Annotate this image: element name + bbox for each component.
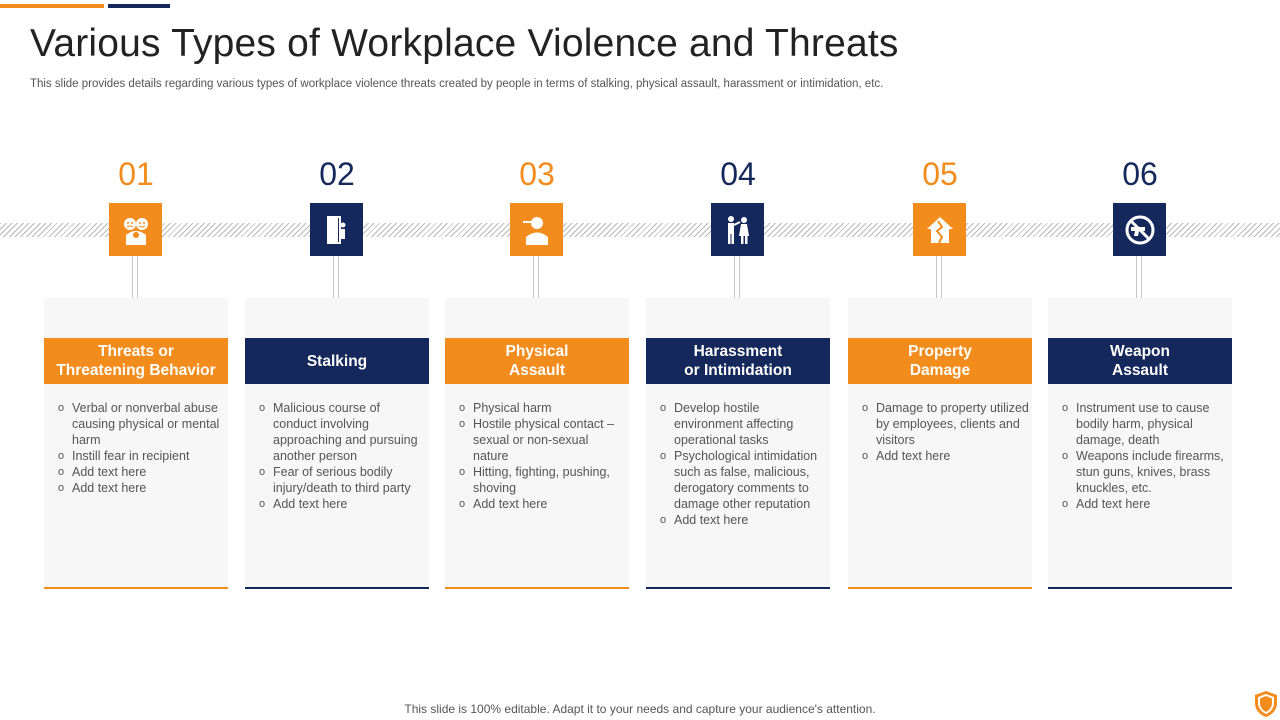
card-bottom-line: [1048, 587, 1232, 589]
step-number: 03: [519, 156, 555, 192]
step-number: 04: [720, 156, 756, 192]
list-item: o Add text here: [54, 480, 226, 496]
harassment-people-icon: [721, 213, 755, 247]
accent-bar-orange: [0, 4, 104, 8]
card-heading-line1: Weapon: [1110, 343, 1170, 360]
step-number: 05: [922, 156, 958, 192]
step-number: 02: [319, 156, 355, 192]
icon-box: [913, 203, 966, 256]
card-heading-line2: Threatening Behavior: [56, 362, 216, 379]
list-item: o Add text here: [255, 496, 427, 512]
list-item: o Hitting, fighting, pushing, shoving: [455, 464, 627, 496]
list-item: o Weapons include firearms, stun guns, knives, brass knuckles, etc.: [1058, 448, 1230, 496]
column-01: [44, 150, 228, 595]
card: [646, 298, 830, 588]
card: [445, 298, 629, 588]
door-person-icon: [322, 213, 352, 247]
card-heading: [646, 338, 830, 384]
card-heading-line2: Damage: [909, 362, 971, 379]
column-02: [245, 150, 429, 595]
broken-house-icon: [923, 213, 957, 247]
card-heading-line2: Assault: [1112, 362, 1168, 379]
card-bullets: [858, 400, 1030, 464]
list-item: o Add text here: [858, 448, 1030, 464]
icon-box: [310, 203, 363, 256]
card-bottom-line: [646, 587, 830, 589]
connector-line: [734, 256, 740, 298]
card-bottom-line: [445, 587, 629, 589]
card-heading: [848, 338, 1032, 384]
card: [245, 298, 429, 588]
icon-box: [510, 203, 563, 256]
card-bullets: [255, 400, 427, 512]
card: [848, 298, 1032, 588]
card: [1048, 298, 1232, 588]
column-03: [445, 150, 629, 595]
card-bullets: [455, 400, 627, 512]
list-item: o Develop hostile environment affecting operational tasks: [656, 400, 828, 448]
card-heading-line1: Stalking: [306, 352, 368, 370]
connector-line: [533, 256, 539, 298]
icon-box: [711, 203, 764, 256]
footer-note: This slide is 100% editable. Adapt it to your needs and capture your audience's attention.: [404, 702, 876, 716]
card-heading-line2: Assault: [509, 362, 565, 379]
card-heading-line1: Physical: [505, 343, 569, 360]
card-heading: [245, 338, 429, 384]
connector-line: [1136, 256, 1142, 298]
list-item: o Instrument use to cause bodily harm, physical damage, death: [1058, 400, 1230, 448]
card-bottom-line: [848, 587, 1032, 589]
card-heading: [44, 338, 228, 384]
card-heading: [445, 338, 629, 384]
card-heading: [1048, 338, 1232, 384]
list-item: o Hostile physical contact – sexual or non-sexual nature: [455, 416, 627, 464]
list-item: o Add text here: [455, 496, 627, 512]
list-item: o Verbal or nonverbal abuse causing physical or mental harm: [54, 400, 226, 448]
list-item: o Add text here: [1058, 496, 1230, 512]
list-item: o Fear of serious bodily injury/death to third party: [255, 464, 427, 496]
page-subtitle: This slide provides details regarding various types of workplace violence threats created by people in terms of stalking, physical assault, harassment or intimidation, etc.: [30, 78, 884, 90]
column-06: [1048, 150, 1232, 595]
list-item: o Add text here: [656, 512, 828, 528]
list-item: o Add text here: [54, 464, 226, 480]
page-title: Various Types of Workplace Violence and Threats: [30, 22, 899, 65]
card-heading-line1: Property: [908, 343, 972, 360]
step-number: 06: [1122, 156, 1158, 192]
card-bullets: [656, 400, 828, 528]
connector-line: [333, 256, 339, 298]
accent-bar-navy: [108, 4, 170, 8]
column-05: [848, 150, 1032, 595]
connector-line: [936, 256, 942, 298]
list-item: o Psychological intimidation such as false, malicious, derogatory comments to damage other reputation: [656, 448, 828, 512]
card-heading-line2: or Intimidation: [684, 362, 792, 379]
card-bottom-line: [44, 587, 228, 589]
connector-line: [132, 256, 138, 298]
icon-box: [109, 203, 162, 256]
shield-logo-icon: [1254, 690, 1278, 718]
column-04: [646, 150, 830, 595]
list-item: o Damage to property utilized by employees, clients and visitors: [858, 400, 1030, 448]
card-heading-line1: Harassment: [693, 343, 783, 360]
card-bottom-line: [245, 587, 429, 589]
threat-faces-icon: [119, 213, 153, 247]
list-item: o Malicious course of conduct involving approaching and pursuing another person: [255, 400, 427, 464]
card-bullets: [54, 400, 226, 496]
icon-box: [1113, 203, 1166, 256]
list-item: o Physical harm: [455, 400, 627, 416]
card-heading-line1: Threats or: [98, 343, 174, 360]
no-weapon-icon: [1123, 213, 1157, 247]
card-bullets: [1058, 400, 1230, 512]
step-number: 01: [118, 156, 154, 192]
person-assault-icon: [520, 213, 554, 247]
list-item: o Instill fear in recipient: [54, 448, 226, 464]
card: [44, 298, 228, 588]
